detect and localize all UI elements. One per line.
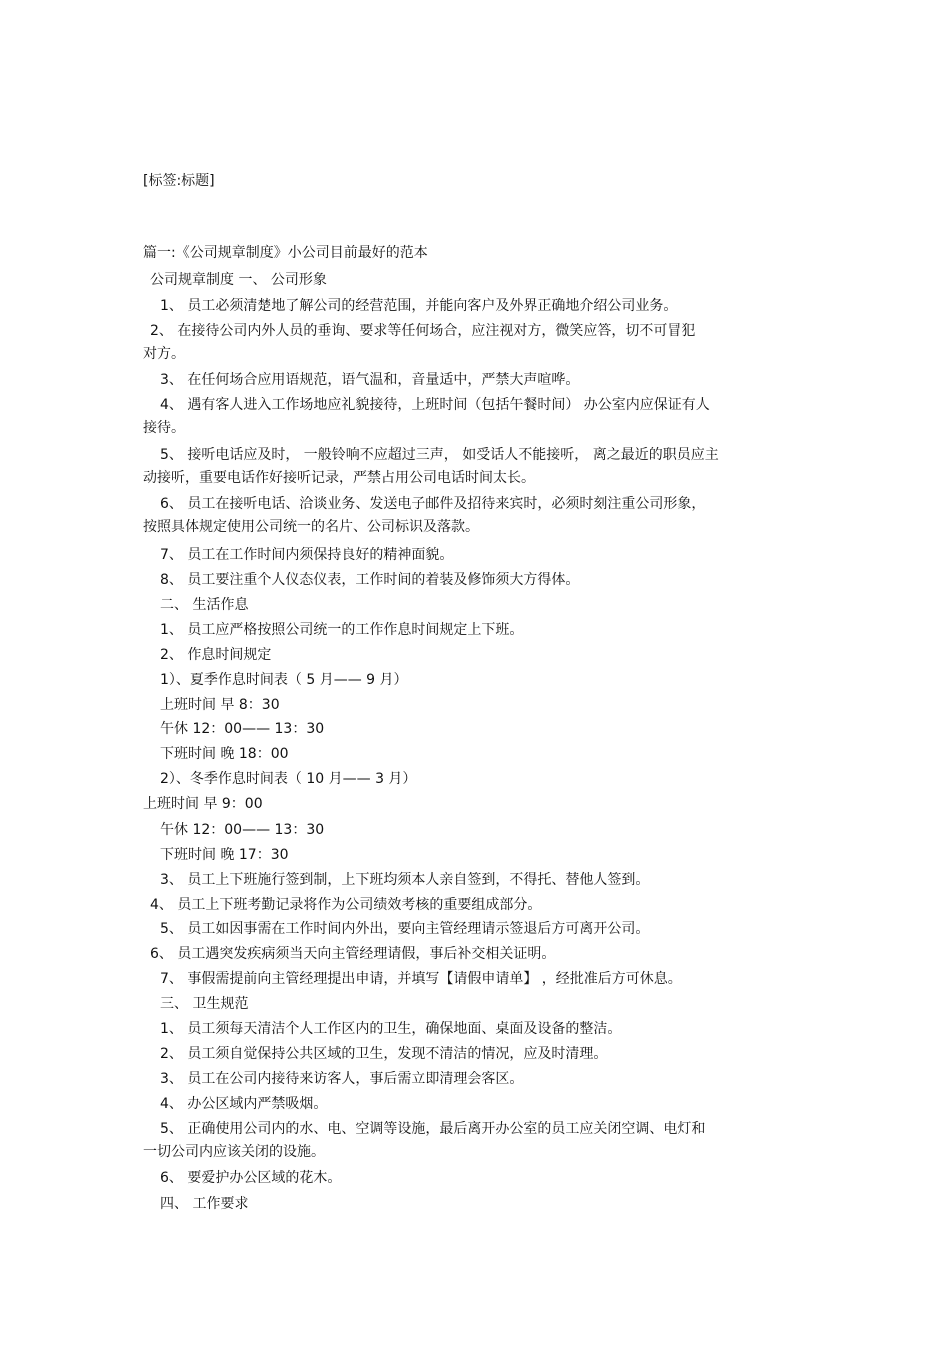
paragraph-line: 3、 员工上下班施行签到制，上下班均须本人亲自签到，不得托、替他人签到。 bbox=[160, 872, 650, 888]
paragraph-line: 1、 员工应严格按照公司统一的工作作息时间规定上下班。 bbox=[160, 622, 524, 638]
paragraph-line: 接待。 bbox=[143, 420, 185, 436]
schedule-line: 午休 12：00—— 13：30 bbox=[160, 721, 325, 737]
schedule-heading: 1）、夏季作息时间表（ 5 月—— 9 月） bbox=[160, 672, 408, 688]
document-title: 篇一:《公司规章制度》小公司目前最好的范本 bbox=[143, 245, 428, 261]
paragraph-line: 5、 员工如因事需在工作时间内外出，要向主管经理请示签退后方可离开公司。 bbox=[160, 921, 650, 937]
paragraph-line: 3、 在任何场合应用语规范，语气温和，音量适中，严禁大声喧哗。 bbox=[160, 372, 580, 388]
schedule-line: 午休 12：00—— 13：30 bbox=[160, 822, 325, 838]
paragraph-line: 7、 事假需提前向主管经理提出申请，并填写【请假申请单】 ，经批准后方可休息。 bbox=[160, 971, 682, 987]
schedule-line: 下班时间 晚 18：00 bbox=[160, 746, 289, 762]
paragraph-line: 5、 接听电话应及时， 一般铃响不应超过三声， 如受话人不能接听， 离之最近的职员应主 bbox=[160, 447, 719, 463]
section-heading: 四、 工作要求 bbox=[160, 1196, 249, 1212]
paragraph-line: 4、 办公区域内严禁吸烟。 bbox=[160, 1096, 328, 1112]
paragraph-line: 8、 员工要注重个人仪态仪表，工作时间的着装及修饰须大方得体。 bbox=[160, 572, 580, 588]
paragraph-line: 2、 作息时间规定 bbox=[160, 647, 272, 663]
schedule-heading: 2）、冬季作息时间表（ 10 月—— 3 月） bbox=[160, 771, 417, 787]
tag-label: [标签:标题] bbox=[143, 173, 215, 189]
paragraph-line: 一切公司内应该关闭的设施。 bbox=[143, 1144, 325, 1160]
paragraph-line: 6、 员工在接听电话、洽谈业务、发送电子邮件及招待来宾时，必须时刻注重公司形象， bbox=[160, 496, 706, 512]
paragraph-line: 动接听，重要电话作好接听记录，严禁占用公司电话时间太长。 bbox=[143, 470, 535, 486]
section-heading: 三、 卫生规范 bbox=[160, 996, 249, 1012]
section-heading: 公司规章制度 一、 公司形象 bbox=[150, 272, 327, 288]
paragraph-line: 2、 员工须自觉保持公共区域的卫生，发现不清洁的情况，应及时清理。 bbox=[160, 1046, 608, 1062]
paragraph-line: 2、 在接待公司内外人员的垂询、要求等任何场合，应注视对方，微笑应答，切不可冒犯 bbox=[150, 323, 696, 339]
paragraph-line: 1、 员工须每天清洁个人工作区内的卫生，确保地面、桌面及设备的整洁。 bbox=[160, 1021, 622, 1037]
paragraph-line: 5、 正确使用公司内的水、电、空调等设施，最后离开办公室的员工应关闭空调、电灯和 bbox=[160, 1121, 706, 1137]
paragraph-line: 按照具体规定使用公司统一的名片、公司标识及落款。 bbox=[143, 519, 479, 535]
paragraph-line: 6、 员工遇突发疾病须当天向主管经理请假，事后补交相关证明。 bbox=[150, 946, 556, 962]
section-heading: 二、 生活作息 bbox=[160, 597, 249, 613]
paragraph-line: 4、 遇有客人进入工作场地应礼貌接待，上班时间（包括午餐时间） 办公室内应保证有人 bbox=[160, 397, 710, 413]
paragraph-line: 7、 员工在工作时间内须保持良好的精神面貌。 bbox=[160, 547, 454, 563]
paragraph-line: 1、 员工必须清楚地了解公司的经营范围，并能向客户及外界正确地介绍公司业务。 bbox=[160, 298, 678, 314]
schedule-line: 上班时间 早 8：30 bbox=[160, 697, 280, 713]
schedule-line: 下班时间 晚 17：30 bbox=[160, 847, 289, 863]
paragraph-line: 3、 员工在公司内接待来访客人，事后需立即清理会客区。 bbox=[160, 1071, 524, 1087]
paragraph-line: 6、 要爱护办公区域的花木。 bbox=[160, 1170, 342, 1186]
schedule-line: 上班时间 早 9：00 bbox=[143, 796, 263, 812]
paragraph-line: 对方。 bbox=[143, 346, 185, 362]
paragraph-line: 4、 员工上下班考勤记录将作为公司绩效考核的重要组成部分。 bbox=[150, 897, 542, 913]
